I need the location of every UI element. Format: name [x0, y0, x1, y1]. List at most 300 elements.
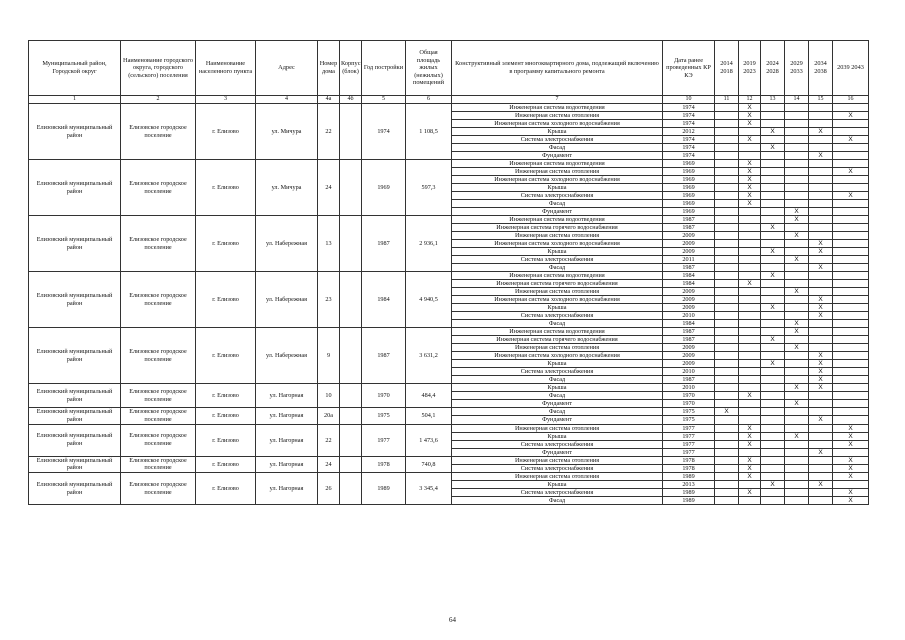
period-mark-cell — [809, 320, 833, 328]
column-header: Корпус (блок) — [340, 41, 362, 96]
element-name-cell: Крыша — [452, 304, 663, 312]
period-mark-cell: X — [785, 208, 809, 216]
period-mark-cell — [761, 192, 785, 200]
street-cell: ул. Нагорная — [256, 384, 318, 408]
house-number-cell: 22 — [318, 424, 340, 456]
period-mark-cell — [785, 312, 809, 320]
period-mark-cell — [785, 272, 809, 280]
period-mark-cell — [739, 448, 761, 456]
element-name-cell: Крыша — [452, 128, 663, 136]
element-name-cell: Фундамент — [452, 416, 663, 424]
prior-repair-date-cell: 1974 — [663, 152, 715, 160]
district-cell: Елизовский муниципальный район — [29, 328, 121, 384]
prior-repair-date-cell: 1974 — [663, 144, 715, 152]
prior-repair-date-cell: 2009 — [663, 296, 715, 304]
period-mark-cell — [809, 192, 833, 200]
period-mark-cell — [715, 440, 739, 448]
element-name-cell: Инженерная система отопления — [452, 344, 663, 352]
period-mark-cell — [785, 176, 809, 184]
column-header: Конструктивный элемент многоквартирного дома, подлежащий включению в программу капитального ремонта — [452, 41, 663, 96]
element-name-cell: Инженерная система отопления — [452, 456, 663, 464]
period-mark-cell — [761, 448, 785, 456]
period-mark-cell — [715, 344, 739, 352]
period-mark-cell — [809, 392, 833, 400]
prior-repair-date-cell: 1969 — [663, 168, 715, 176]
element-name-cell: Инженерная система отопления — [452, 424, 663, 432]
element-name-cell: Система электроснабжения — [452, 368, 663, 376]
period-mark-cell — [715, 104, 739, 112]
element-name-cell: Крыша — [452, 481, 663, 489]
year-built-cell: 1978 — [362, 456, 406, 473]
element-name-cell: Система электроснабжения — [452, 489, 663, 497]
prior-repair-date-cell: 1969 — [663, 200, 715, 208]
period-mark-cell — [715, 360, 739, 368]
locality-cell: г. Елизово — [196, 424, 256, 456]
period-mark-cell — [761, 184, 785, 192]
period-mark-cell — [833, 328, 869, 336]
period-mark-cell: X — [739, 200, 761, 208]
element-name-cell: Инженерная система водоотведения — [452, 328, 663, 336]
period-mark-cell — [833, 280, 869, 288]
period-mark-cell — [715, 304, 739, 312]
period-mark-cell — [833, 272, 869, 280]
locality-cell: г. Елизово — [196, 456, 256, 473]
settlement-cell: Елизовское городское поселение — [121, 473, 196, 505]
house-number-cell: 10 — [318, 384, 340, 408]
year-built-cell: 1987 — [362, 328, 406, 384]
period-mark-cell: X — [809, 416, 833, 424]
prior-repair-date-cell: 2009 — [663, 344, 715, 352]
period-mark-cell — [833, 368, 869, 376]
period-mark-cell — [833, 481, 869, 489]
locality-cell: г. Елизово — [196, 328, 256, 384]
period-mark-cell — [833, 232, 869, 240]
column-header: Номер дома — [318, 41, 340, 96]
period-mark-cell — [833, 256, 869, 264]
settlement-cell: Елизовское городское поселение — [121, 160, 196, 216]
period-mark-cell — [761, 312, 785, 320]
period-mark-cell — [809, 112, 833, 120]
element-name-cell: Инженерная система горячего водоснабжения — [452, 280, 663, 288]
corp-cell — [340, 216, 362, 272]
column-header: Общая площадь жилых (нежилых) помещений — [406, 41, 452, 96]
district-cell: Елизовский муниципальный район — [29, 216, 121, 272]
period-mark-cell: X — [785, 320, 809, 328]
period-mark-cell: X — [761, 336, 785, 344]
period-mark-cell — [785, 424, 809, 432]
prior-repair-date-cell: 1989 — [663, 489, 715, 497]
period-mark-cell: X — [739, 168, 761, 176]
period-mark-cell — [715, 448, 739, 456]
period-mark-cell — [761, 400, 785, 408]
period-mark-cell — [715, 112, 739, 120]
period-mark-cell — [833, 240, 869, 248]
element-name-cell: Система электроснабжения — [452, 192, 663, 200]
prior-repair-date-cell: 1974 — [663, 104, 715, 112]
prior-repair-date-cell: 1969 — [663, 176, 715, 184]
table-body — [29, 104, 869, 505]
table-row — [29, 473, 869, 481]
column-number: 4а — [318, 96, 340, 104]
prior-repair-date-cell: 1987 — [663, 224, 715, 232]
period-mark-cell: X — [809, 352, 833, 360]
element-name-cell: Фундамент — [452, 152, 663, 160]
district-cell: Елизовский муниципальный район — [29, 424, 121, 456]
period-mark-cell — [739, 128, 761, 136]
period-mark-cell — [715, 352, 739, 360]
table-row — [29, 408, 869, 416]
period-mark-cell: X — [715, 408, 739, 416]
column-number: 6 — [406, 96, 452, 104]
period-mark-cell — [785, 440, 809, 448]
period-mark-cell — [761, 392, 785, 400]
period-mark-cell — [785, 296, 809, 304]
street-cell: ул. Мичура — [256, 160, 318, 216]
period-mark-cell — [809, 120, 833, 128]
table-row — [29, 456, 869, 464]
year-built-cell: 1977 — [362, 424, 406, 456]
column-number: 11 — [715, 96, 739, 104]
period-mark-cell: X — [739, 280, 761, 288]
period-mark-cell — [761, 120, 785, 128]
locality-cell: г. Елизово — [196, 216, 256, 272]
period-mark-cell — [739, 312, 761, 320]
period-mark-cell — [715, 392, 739, 400]
period-mark-cell — [761, 408, 785, 416]
period-mark-cell — [785, 152, 809, 160]
page-number: 64 — [449, 616, 456, 624]
area-cell: 740,8 — [406, 456, 452, 473]
period-mark-cell — [809, 232, 833, 240]
prior-repair-date-cell: 1987 — [663, 328, 715, 336]
period-mark-cell — [809, 432, 833, 440]
prior-repair-date-cell: 1984 — [663, 280, 715, 288]
period-mark-cell: X — [761, 481, 785, 489]
period-mark-cell — [761, 136, 785, 144]
period-mark-cell — [761, 208, 785, 216]
period-mark-cell — [715, 120, 739, 128]
period-mark-cell — [809, 144, 833, 152]
element-name-cell: Фасад — [452, 392, 663, 400]
period-mark-cell — [761, 240, 785, 248]
period-mark-cell — [715, 200, 739, 208]
period-mark-cell — [739, 264, 761, 272]
street-cell: ул. Мичура — [256, 104, 318, 160]
district-cell: Елизовский муниципальный район — [29, 456, 121, 473]
year-built-cell: 1989 — [362, 473, 406, 505]
period-mark-cell — [715, 144, 739, 152]
period-mark-cell — [761, 384, 785, 392]
settlement-cell: Елизовское городское поселение — [121, 216, 196, 272]
period-mark-cell — [833, 448, 869, 456]
period-mark-cell — [715, 328, 739, 336]
period-mark-cell — [809, 456, 833, 464]
corp-cell — [340, 424, 362, 456]
period-mark-cell — [833, 312, 869, 320]
header-row — [29, 41, 869, 96]
prior-repair-date-cell: 1975 — [663, 416, 715, 424]
corp-cell — [340, 160, 362, 216]
period-mark-cell — [761, 256, 785, 264]
column-header: Дата ранее проведенных КР КЭ — [663, 41, 715, 96]
period-mark-cell — [739, 288, 761, 296]
period-mark-cell: X — [809, 448, 833, 456]
period-mark-cell — [833, 304, 869, 312]
street-cell: ул. Нагорная — [256, 408, 318, 425]
period-mark-cell: X — [809, 240, 833, 248]
period-mark-cell — [715, 192, 739, 200]
period-mark-cell — [739, 216, 761, 224]
column-number: 10 — [663, 96, 715, 104]
period-mark-cell — [809, 288, 833, 296]
period-mark-cell: X — [833, 440, 869, 448]
period-mark-cell: X — [739, 456, 761, 464]
period-mark-cell — [715, 176, 739, 184]
period-mark-cell: X — [761, 248, 785, 256]
period-mark-cell — [715, 432, 739, 440]
period-mark-cell — [739, 152, 761, 160]
period-mark-cell — [739, 344, 761, 352]
column-number: 5 — [362, 96, 406, 104]
period-mark-cell — [833, 416, 869, 424]
district-cell: Елизовский муниципальный район — [29, 160, 121, 216]
period-mark-cell — [833, 104, 869, 112]
element-name-cell: Инженерная система водоотведения — [452, 160, 663, 168]
period-mark-cell — [833, 176, 869, 184]
table-row — [29, 216, 869, 224]
period-mark-cell — [739, 336, 761, 344]
element-name-cell: Система электроснабжения — [452, 136, 663, 144]
period-mark-cell — [739, 376, 761, 384]
prior-repair-date-cell: 2009 — [663, 304, 715, 312]
element-name-cell: Фасад — [452, 200, 663, 208]
period-mark-cell — [761, 352, 785, 360]
period-mark-cell — [739, 224, 761, 232]
area-cell: 2 936,1 — [406, 216, 452, 272]
period-mark-cell — [809, 136, 833, 144]
period-mark-cell — [785, 456, 809, 464]
period-mark-cell — [785, 489, 809, 497]
element-name-cell: Инженерная система холодного водоснабжения — [452, 296, 663, 304]
period-mark-cell — [785, 497, 809, 505]
period-mark-cell — [785, 376, 809, 384]
element-name-cell: Инженерная система отопления — [452, 232, 663, 240]
period-mark-cell — [761, 328, 785, 336]
area-cell: 3 345,4 — [406, 473, 452, 505]
period-mark-cell — [785, 120, 809, 128]
period-mark-cell: X — [739, 120, 761, 128]
element-name-cell: Крыша — [452, 384, 663, 392]
period-mark-cell: X — [809, 376, 833, 384]
prior-repair-date-cell: 2013 — [663, 481, 715, 489]
period-mark-cell — [833, 216, 869, 224]
element-name-cell: Инженерная система отопления — [452, 112, 663, 120]
column-number: 12 — [739, 96, 761, 104]
element-name-cell: Фасад — [452, 497, 663, 505]
period-mark-cell: X — [809, 152, 833, 160]
element-name-cell: Фундамент — [452, 448, 663, 456]
period-mark-cell: X — [785, 232, 809, 240]
period-mark-cell — [833, 120, 869, 128]
street-cell: ул. Нагорная — [256, 424, 318, 456]
corp-cell — [340, 473, 362, 505]
period-mark-cell — [761, 232, 785, 240]
period-mark-cell — [785, 264, 809, 272]
period-mark-cell — [739, 416, 761, 424]
period-mark-cell — [785, 280, 809, 288]
year-built-cell: 1970 — [362, 384, 406, 408]
year-built-cell: 1974 — [362, 104, 406, 160]
period-mark-cell — [715, 400, 739, 408]
column-number: 15 — [809, 96, 833, 104]
period-mark-cell — [785, 128, 809, 136]
period-mark-cell — [715, 184, 739, 192]
street-cell: ул. Нагорная — [256, 473, 318, 505]
element-name-cell: Система электроснабжения — [452, 464, 663, 472]
period-mark-cell — [715, 473, 739, 481]
period-mark-cell — [833, 208, 869, 216]
period-mark-cell — [833, 128, 869, 136]
column-number: 2 — [121, 96, 196, 104]
element-name-cell: Фасад — [452, 264, 663, 272]
period-mark-cell: X — [761, 272, 785, 280]
street-cell: ул. Набережная — [256, 328, 318, 384]
period-mark-cell — [761, 168, 785, 176]
element-name-cell: Крыша — [452, 184, 663, 192]
period-mark-cell — [761, 104, 785, 112]
period-mark-cell — [833, 152, 869, 160]
street-cell: ул. Набережная — [256, 216, 318, 272]
period-mark-cell: X — [761, 304, 785, 312]
period-mark-cell: X — [809, 128, 833, 136]
period-mark-cell — [833, 336, 869, 344]
area-cell: 504,1 — [406, 408, 452, 425]
column-number: 1 — [29, 96, 121, 104]
settlement-cell: Елизовское городское поселение — [121, 328, 196, 384]
period-mark-cell — [833, 200, 869, 208]
prior-repair-date-cell: 2010 — [663, 368, 715, 376]
table-row — [29, 104, 869, 112]
period-mark-cell — [785, 224, 809, 232]
period-mark-cell — [785, 240, 809, 248]
settlement-cell: Елизовское городское поселение — [121, 272, 196, 328]
period-mark-cell: X — [833, 456, 869, 464]
element-name-cell: Инженерная система холодного водоснабжения — [452, 176, 663, 184]
period-mark-cell — [809, 208, 833, 216]
prior-repair-date-cell: 1977 — [663, 432, 715, 440]
period-mark-cell — [761, 416, 785, 424]
settlement-cell: Елизовское городское поселение — [121, 408, 196, 425]
corp-cell — [340, 328, 362, 384]
period-mark-cell — [715, 497, 739, 505]
period-mark-cell: X — [785, 384, 809, 392]
prior-repair-date-cell: 1969 — [663, 160, 715, 168]
period-mark-cell: X — [833, 464, 869, 472]
table-row — [29, 160, 869, 168]
table-row — [29, 384, 869, 392]
period-mark-cell: X — [809, 264, 833, 272]
element-name-cell: Инженерная система холодного водоснабжения — [452, 352, 663, 360]
period-mark-cell — [785, 248, 809, 256]
period-mark-cell: X — [761, 224, 785, 232]
element-name-cell: Инженерная система водоотведения — [452, 216, 663, 224]
district-cell: Елизовский муниципальный район — [29, 473, 121, 505]
area-cell: 597,3 — [406, 160, 452, 216]
period-mark-cell: X — [809, 296, 833, 304]
column-number: 13 — [761, 96, 785, 104]
period-mark-cell: X — [809, 312, 833, 320]
period-mark-cell — [715, 489, 739, 497]
period-mark-cell: X — [761, 360, 785, 368]
area-cell: 3 631,2 — [406, 328, 452, 384]
period-mark-cell — [809, 168, 833, 176]
period-mark-cell — [785, 368, 809, 376]
period-mark-cell — [715, 368, 739, 376]
column-header: Год постройки — [362, 41, 406, 96]
period-mark-cell: X — [739, 432, 761, 440]
period-mark-cell: X — [739, 440, 761, 448]
corp-cell — [340, 456, 362, 473]
prior-repair-date-cell: 1987 — [663, 216, 715, 224]
column-header: 2029 2033 — [785, 41, 809, 96]
street-cell: ул. Набережная — [256, 272, 318, 328]
period-mark-cell — [761, 464, 785, 472]
settlement-cell: Елизовское городское поселение — [121, 104, 196, 160]
period-mark-cell — [715, 296, 739, 304]
period-mark-cell — [761, 112, 785, 120]
period-mark-cell — [785, 464, 809, 472]
period-mark-cell — [809, 160, 833, 168]
column-number: 16 — [833, 96, 869, 104]
element-name-cell: Система электроснабжения — [452, 440, 663, 448]
prior-repair-date-cell: 1977 — [663, 424, 715, 432]
period-mark-cell — [715, 336, 739, 344]
area-cell: 1 108,5 — [406, 104, 452, 160]
prior-repair-date-cell: 1975 — [663, 408, 715, 416]
element-name-cell: Фасад — [452, 408, 663, 416]
period-mark-cell — [785, 336, 809, 344]
element-name-cell: Крыша — [452, 432, 663, 440]
period-mark-cell — [833, 384, 869, 392]
street-cell: ул. Нагорная — [256, 456, 318, 473]
period-mark-cell — [715, 240, 739, 248]
prior-repair-date-cell: 2010 — [663, 384, 715, 392]
element-name-cell: Инженерная система водоотведения — [452, 104, 663, 112]
period-mark-cell: X — [833, 473, 869, 481]
period-mark-cell — [761, 440, 785, 448]
house-number-cell: 22 — [318, 104, 340, 160]
period-mark-cell: X — [739, 392, 761, 400]
period-mark-cell: X — [761, 144, 785, 152]
period-mark-cell: X — [785, 344, 809, 352]
column-header: Муниципальный район, Городской округ — [29, 41, 121, 96]
period-mark-cell: X — [739, 192, 761, 200]
period-mark-cell: X — [833, 112, 869, 120]
period-mark-cell — [833, 320, 869, 328]
period-mark-cell — [833, 224, 869, 232]
house-number-cell: 24 — [318, 160, 340, 216]
period-mark-cell — [809, 473, 833, 481]
district-cell: Елизовский муниципальный район — [29, 384, 121, 408]
period-mark-cell — [761, 497, 785, 505]
locality-cell: г. Елизово — [196, 272, 256, 328]
house-number-cell: 24 — [318, 456, 340, 473]
period-mark-cell — [785, 392, 809, 400]
period-mark-cell — [761, 424, 785, 432]
prior-repair-date-cell: 1974 — [663, 112, 715, 120]
element-name-cell: Инженерная система отопления — [452, 473, 663, 481]
period-mark-cell — [809, 497, 833, 505]
